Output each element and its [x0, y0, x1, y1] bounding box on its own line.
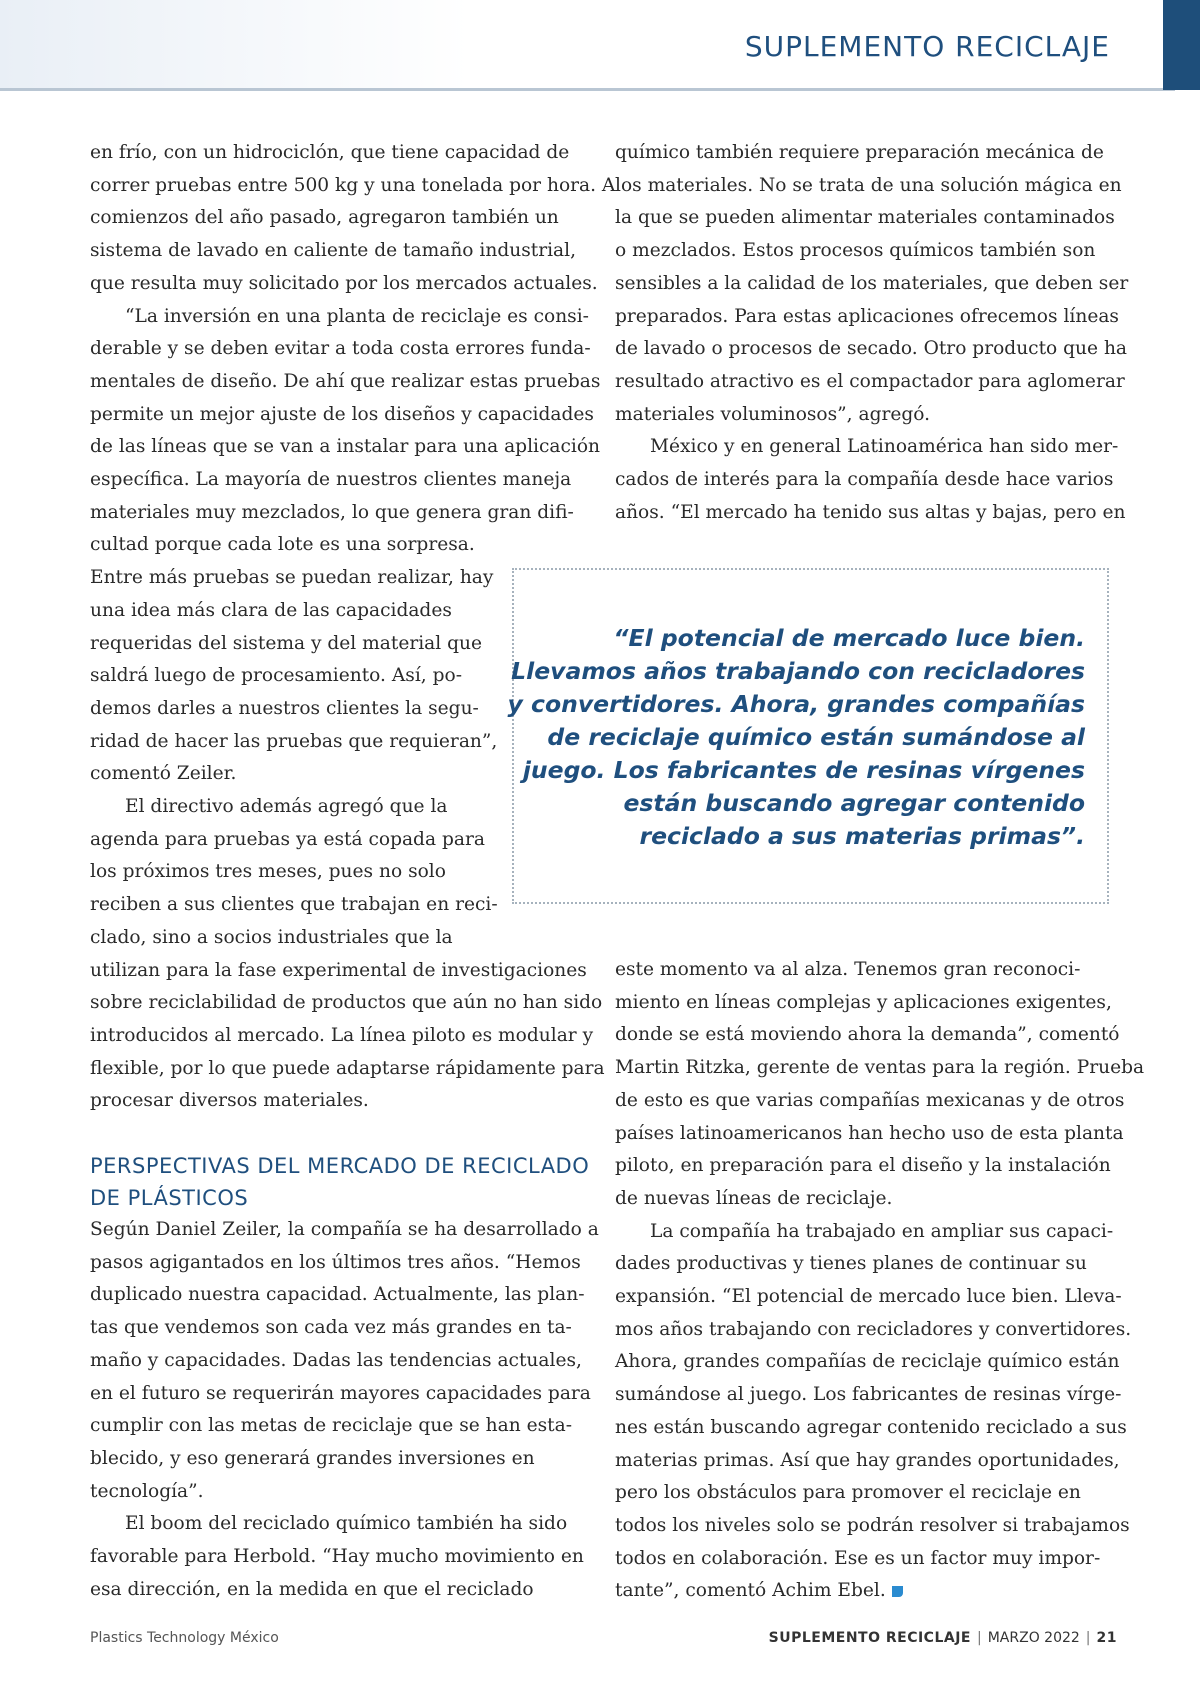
body-line: todos los niveles solo se podrán resolver si trabajamos [615, 1514, 1130, 1536]
body-line: países latinoamericanos han hecho uso de esta planta [615, 1122, 1124, 1144]
body-line: clado, sino a socios industriales que la [90, 926, 453, 948]
body-line: resultado atractivo es el compactador para aglomerar [615, 370, 1125, 392]
body-line: miento en líneas complejas y aplicaciones exigentes, [615, 991, 1112, 1013]
body-line: que resulta muy solicitado por los mercados actuales. [90, 272, 598, 294]
footer-publication: Plastics Technology México [90, 1630, 279, 1646]
pull-quote-line: Llevamos años trabajando con recicladores [511, 657, 1085, 685]
body-line: demos darles a nuestros clientes la segu- [90, 697, 479, 719]
footer-separator: | [1085, 1630, 1091, 1646]
body-line: sistema de lavado en caliente de tamaño industrial, [90, 240, 576, 262]
body-line: duplicado nuestra capacidad. Actualmente, las plan- [90, 1284, 585, 1306]
body-line: de esto es que varias compañías mexicanas y de otros [615, 1089, 1125, 1111]
body-line: pero los obstáculos para promover el reciclaje en [615, 1482, 1081, 1504]
body-line: permite un mejor ajuste de los diseños y capacidades [90, 403, 594, 425]
body-line: ridad de hacer las pruebas que requieran”, [90, 730, 498, 752]
body-line: maño y capacidades. Dadas las tendencias actuales, [90, 1349, 582, 1371]
body-line: dades productivas y tienes planes de continuar su [615, 1253, 1087, 1275]
body-line: correr pruebas entre 500 kg y una tonelada por hora. A [90, 174, 616, 196]
body-line: mentales de diseño. De ahí que realizar estas pruebas [90, 370, 601, 392]
body-line: Entre más pruebas se puedan realizar, hay [90, 567, 494, 589]
body-line: derable y se deben evitar a toda costa errores funda- [90, 338, 591, 360]
body-line: donde se está moviendo ahora la demanda”, comentó [615, 1024, 1120, 1046]
footer-folio [769, 1630, 1117, 1646]
header-accent [1163, 0, 1200, 90]
body-line: la que se pueden alimentar materiales contaminados [615, 207, 1115, 229]
body-line: nes están buscando agregar contenido reciclado a sus [615, 1416, 1127, 1438]
pull-quote-line: reciclado a sus materias primas”. [639, 822, 1085, 850]
body-line: químico también requiere preparación mecánica de [615, 142, 1104, 163]
body-column-left-bottom [90, 1214, 599, 1606]
body-line: cultad porque cada lote es una sorpresa. [90, 534, 475, 556]
end-of-article-icon [892, 1586, 903, 1597]
body-column-right-bottom [615, 954, 1144, 1608]
running-header: SUPLEMENTO RECICLAJE [744, 30, 1110, 63]
body-line: una idea más clara de las capacidades [90, 599, 452, 621]
body-line: en frío, con un hidrociclón, que tiene capacidad de [90, 142, 570, 163]
body-line: requeridas del sistema y del material que [90, 632, 482, 654]
body-line: blecido, y eso generará grandes inversiones en [90, 1447, 535, 1469]
body-line: en el futuro se requerirán mayores capacidades para [90, 1382, 591, 1404]
body-line-last [615, 1575, 1144, 1608]
body-line: este momento va al alza. Tenemos gran reconoci- [615, 959, 1081, 980]
body-line: o mezclados. Estos procesos químicos también son [615, 240, 1096, 262]
body-line: flexible, por lo que puede adaptarse rápidamente para [90, 1057, 605, 1079]
body-line: sobre reciclabilidad de productos que aún no han sido [90, 992, 603, 1014]
footer-issue: MARZO 2022 [987, 1630, 1080, 1646]
footer-separator: | [977, 1630, 982, 1646]
body-line: saldrá luego de procesamiento. Así, po- [90, 665, 462, 687]
body-line: preparados. Para estas aplicaciones ofrecemos líneas [615, 305, 1119, 327]
body-line: de lavado o procesos de secado. Otro producto que ha [615, 338, 1128, 360]
body-line: agenda para pruebas ya está copada para [90, 828, 485, 850]
body-line: de nuevas líneas de reciclaje. [615, 1187, 893, 1209]
body-line-text: tante”, comentó Achim Ebel. [615, 1580, 886, 1602]
body-column-right-top [615, 137, 1128, 529]
body-line: Según Daniel Zeiler, la compañía se ha desarrollado a [90, 1219, 599, 1240]
body-line: esa dirección, en la medida en que el reciclado [90, 1578, 534, 1600]
body-line: los materiales. No se trata de una solución mágica en [615, 174, 1122, 196]
body-line: años. “El mercado ha tenido sus altas y bajas, pero en [615, 501, 1126, 523]
pull-quote-line: de reciclaje químico están sumándose al [547, 723, 1085, 751]
body-line: tas que vendemos son cada vez más grandes en ta- [90, 1317, 572, 1339]
pull-quote-line: están buscando agregar contenido [623, 789, 1085, 817]
body-line: La compañía ha trabajado en ampliar sus capaci- [650, 1220, 1114, 1242]
body-line: comentó Zeiler. [90, 763, 237, 785]
body-line: reciben a sus clientes que trabajan en reci- [90, 894, 498, 916]
body-line: México y en general Latinoamérica han sido mer- [650, 436, 1119, 458]
body-line: mos años trabajando con recicladores y convertidores. [615, 1318, 1132, 1340]
section-heading-line: PERSPECTIVAS DEL MERCADO DE RECICLADO [90, 1154, 590, 1178]
pull-quote-line: y convertidores. Ahora, grandes compañías [507, 690, 1085, 718]
body-line: introducidos al mercado. La línea piloto es modular y [90, 1024, 594, 1046]
body-line: expansión. “El potencial de mercado luce bien. Lleva- [615, 1286, 1122, 1308]
body-line: cumplir con las metas de reciclaje que se han esta- [90, 1415, 573, 1437]
body-line: Ahora, grandes compañías de reciclaje químico están [615, 1351, 1120, 1373]
page-number: 21 [1096, 1630, 1117, 1646]
body-line: El boom del reciclado químico también ha sido [125, 1513, 568, 1535]
body-line: pasos agigantados en los últimos tres años. “Hemos [90, 1251, 581, 1273]
body-line: materiales muy mezclados, lo que genera gran difi- [90, 501, 574, 523]
body-line: piloto, en preparación para el diseño y la instalación [615, 1155, 1111, 1177]
body-line: El directivo además agregó que la [125, 796, 448, 818]
footer-section: SUPLEMENTO RECICLAJE [768, 1630, 971, 1646]
body-line: los próximos tres meses, pues no solo [90, 861, 446, 883]
body-line: “La inversión en una planta de reciclaje es consi- [125, 305, 589, 327]
body-line: materiales voluminosos”, agregó. [615, 403, 931, 425]
body-line: de las líneas que se van a instalar para una aplicación [90, 436, 601, 458]
body-line: todos en colaboración. Ese es un factor muy impor- [615, 1547, 1101, 1569]
body-line: cados de interés para la compañía desde hace varios [615, 469, 1114, 491]
body-line: Martin Ritzka, gerente de ventas para la región. Prueba [615, 1057, 1145, 1079]
body-line: procesar diversos materiales. [90, 1090, 369, 1112]
body-line: materias primas. Así que hay grandes oportunidades, [615, 1449, 1120, 1471]
body-line: tecnología”. [90, 1480, 204, 1502]
section-heading [90, 1150, 589, 1214]
body-line: favorable para Herbold. “Hay mucho movimiento en [90, 1546, 584, 1568]
body-line: específica. La mayoría de nuestros clientes maneja [90, 469, 572, 491]
pull-quote-line: “El potencial de mercado luce bien. [613, 624, 1085, 652]
pull-quote-line: juego. Los fabricantes de resinas vírgenes [522, 756, 1085, 784]
pull-quote-box [507, 568, 1109, 904]
body-line: sumándose al juego. Los fabricantes de resinas vírge- [615, 1384, 1122, 1406]
body-line: utilizan para la fase experimental de investigaciones [90, 959, 587, 981]
body-line: sensibles a la calidad de los materiales, que deben ser [615, 272, 1129, 294]
body-line: comienzos del año pasado, agregaron también un [90, 207, 559, 229]
section-heading-line: DE PLÁSTICOS [90, 1186, 249, 1210]
pull-quote-text [508, 622, 1085, 853]
